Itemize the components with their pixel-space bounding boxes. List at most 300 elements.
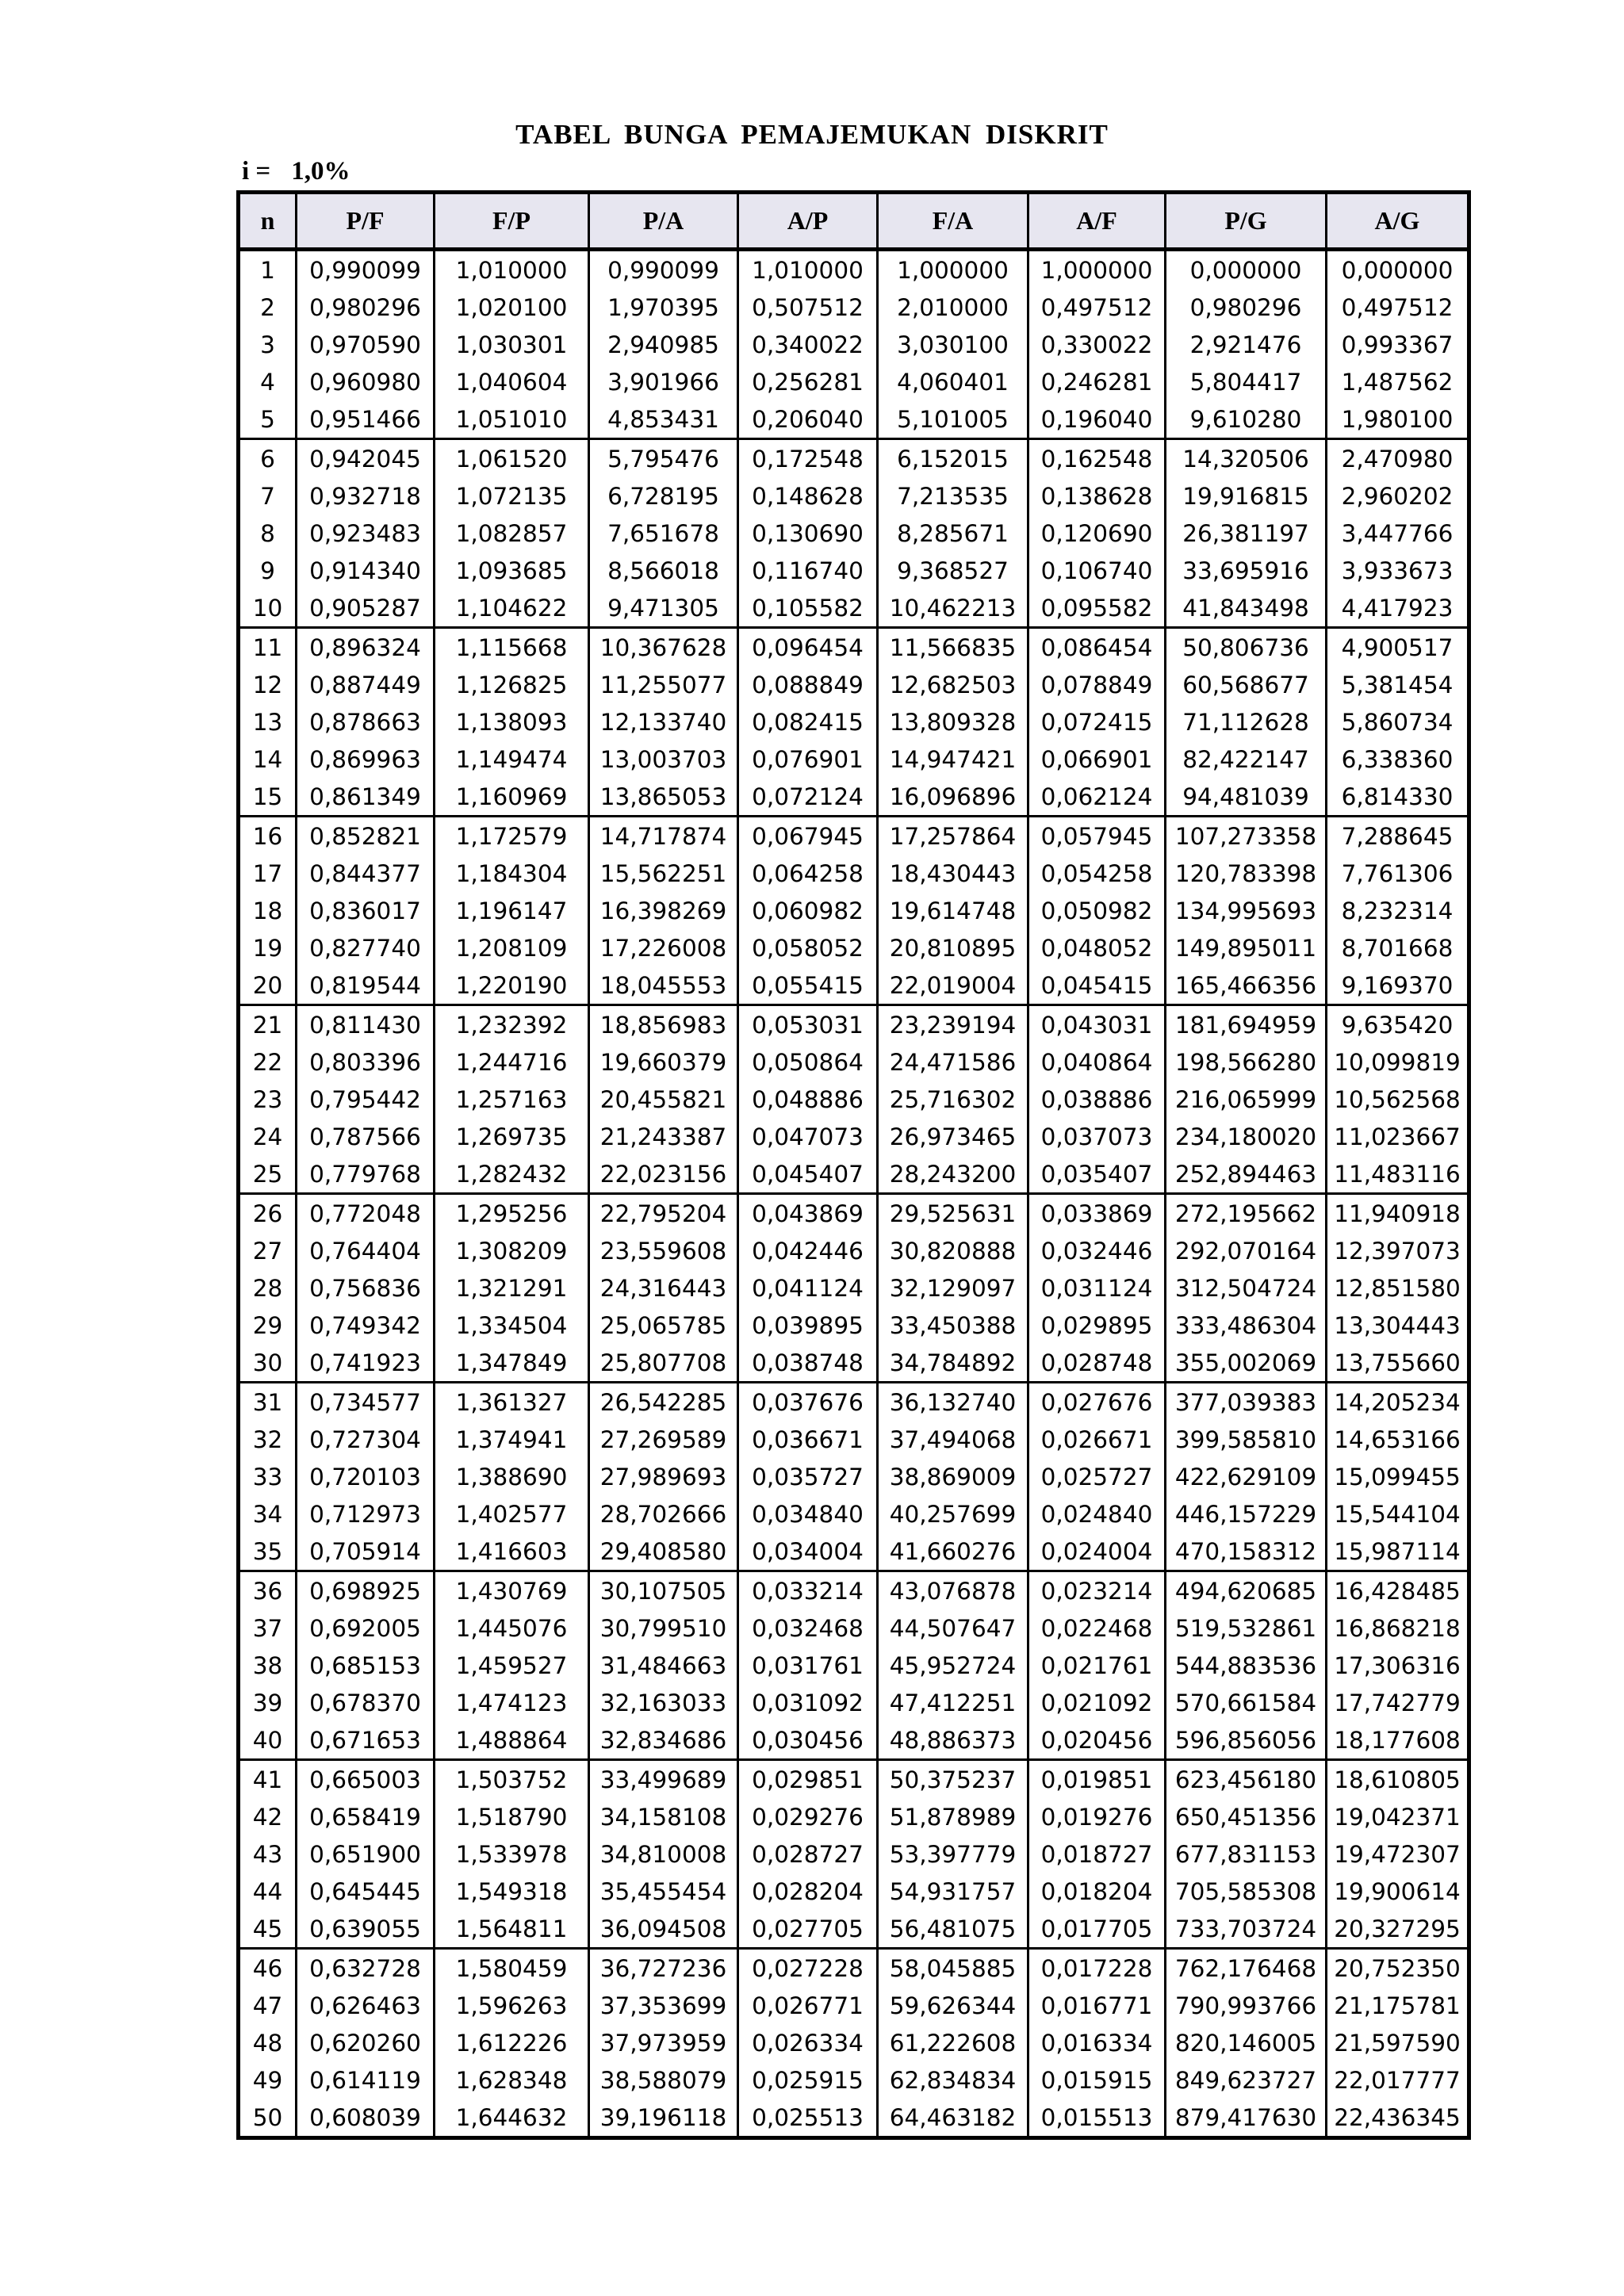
cell-a-p: 0,035727 bbox=[738, 1458, 878, 1495]
cell-a-p: 0,507512 bbox=[738, 289, 878, 326]
table-row bbox=[239, 1835, 1469, 1873]
cell-a-p: 0,029276 bbox=[738, 1798, 878, 1835]
cell-f-p: 1,115668 bbox=[435, 628, 589, 667]
cell-p-f: 0,614119 bbox=[297, 2061, 435, 2099]
cell-p-a: 36,727236 bbox=[589, 1949, 738, 1988]
cell-n: 47 bbox=[239, 1987, 297, 2024]
cell-a-p: 0,082415 bbox=[738, 703, 878, 740]
cell-a-p: 0,037676 bbox=[738, 1383, 878, 1422]
cell-p-f: 0,887449 bbox=[297, 666, 435, 703]
cell-a-f: 0,037073 bbox=[1028, 1118, 1166, 1155]
cell-n: 18 bbox=[239, 892, 297, 929]
cell-a-g: 11,483116 bbox=[1327, 1155, 1469, 1194]
cell-p-a: 24,316443 bbox=[589, 1269, 738, 1307]
cell-a-p: 0,072124 bbox=[738, 778, 878, 817]
cell-f-a: 8,285671 bbox=[878, 515, 1028, 552]
cell-f-p: 1,030301 bbox=[435, 326, 589, 363]
cell-p-f: 0,869963 bbox=[297, 740, 435, 778]
cell-p-a: 26,542285 bbox=[589, 1383, 738, 1422]
cell-f-a: 64,463182 bbox=[878, 2099, 1028, 2138]
cell-a-f: 0,017228 bbox=[1028, 1949, 1166, 1988]
cell-a-g: 6,338360 bbox=[1327, 740, 1469, 778]
cell-a-f: 0,086454 bbox=[1028, 628, 1166, 667]
table-row bbox=[239, 1533, 1469, 1571]
cell-p-a: 1,970395 bbox=[589, 289, 738, 326]
cell-f-a: 45,952724 bbox=[878, 1647, 1028, 1684]
cell-f-a: 4,060401 bbox=[878, 363, 1028, 400]
interest-rate-value: 1,0% bbox=[291, 157, 350, 186]
cell-p-a: 28,702666 bbox=[589, 1495, 738, 1533]
cell-a-g: 0,993367 bbox=[1327, 326, 1469, 363]
cell-a-p: 0,032468 bbox=[738, 1609, 878, 1647]
cell-f-a: 48,886373 bbox=[878, 1721, 1028, 1760]
cell-a-g: 22,436345 bbox=[1327, 2099, 1469, 2138]
cell-f-p: 1,445076 bbox=[435, 1609, 589, 1647]
cell-p-f: 0,658419 bbox=[297, 1798, 435, 1835]
cell-a-p: 0,206040 bbox=[738, 400, 878, 439]
cell-p-f: 0,942045 bbox=[297, 439, 435, 478]
cell-p-g: 292,070164 bbox=[1166, 1232, 1327, 1269]
cell-n: 44 bbox=[239, 1873, 297, 1910]
cell-n: 36 bbox=[239, 1571, 297, 1610]
cell-p-f: 0,990099 bbox=[297, 250, 435, 289]
cell-f-p: 1,244716 bbox=[435, 1043, 589, 1081]
cell-a-p: 0,060982 bbox=[738, 892, 878, 929]
cell-n: 39 bbox=[239, 1684, 297, 1721]
cell-f-a: 43,076878 bbox=[878, 1571, 1028, 1610]
cell-p-f: 0,932718 bbox=[297, 477, 435, 515]
cell-p-g: 705,585308 bbox=[1166, 1873, 1327, 1910]
cell-a-g: 19,042371 bbox=[1327, 1798, 1469, 1835]
table-row bbox=[239, 1798, 1469, 1835]
cell-p-f: 0,620260 bbox=[297, 2024, 435, 2061]
cell-a-g: 11,940918 bbox=[1327, 1194, 1469, 1233]
cell-p-f: 0,787566 bbox=[297, 1118, 435, 1155]
cell-a-p: 0,043869 bbox=[738, 1194, 878, 1233]
cell-p-a: 25,807708 bbox=[589, 1344, 738, 1383]
table-row bbox=[239, 1910, 1469, 1949]
table-row bbox=[239, 1269, 1469, 1307]
cell-p-g: 0,980296 bbox=[1166, 289, 1327, 326]
cell-a-g: 9,169370 bbox=[1327, 966, 1469, 1005]
cell-f-p: 1,644632 bbox=[435, 2099, 589, 2138]
cell-p-a: 39,196118 bbox=[589, 2099, 738, 2138]
cell-n: 14 bbox=[239, 740, 297, 778]
cell-f-a: 23,239194 bbox=[878, 1005, 1028, 1044]
cell-a-g: 17,306316 bbox=[1327, 1647, 1469, 1684]
cell-a-p: 0,058052 bbox=[738, 929, 878, 966]
cell-p-f: 0,861349 bbox=[297, 778, 435, 817]
cell-f-p: 1,061520 bbox=[435, 439, 589, 478]
cell-p-f: 0,756836 bbox=[297, 1269, 435, 1307]
cell-a-g: 13,755660 bbox=[1327, 1344, 1469, 1383]
cell-f-a: 34,784892 bbox=[878, 1344, 1028, 1383]
cell-p-g: 790,993766 bbox=[1166, 1987, 1327, 2024]
cell-a-p: 0,029851 bbox=[738, 1760, 878, 1799]
cell-p-a: 5,795476 bbox=[589, 439, 738, 478]
cell-a-g: 18,177608 bbox=[1327, 1721, 1469, 1760]
cell-f-a: 3,030100 bbox=[878, 326, 1028, 363]
cell-f-p: 1,347849 bbox=[435, 1344, 589, 1383]
cell-p-g: 165,466356 bbox=[1166, 966, 1327, 1005]
cell-f-p: 1,149474 bbox=[435, 740, 589, 778]
cell-f-p: 1,208109 bbox=[435, 929, 589, 966]
cell-a-f: 0,038886 bbox=[1028, 1081, 1166, 1118]
cell-p-f: 0,749342 bbox=[297, 1307, 435, 1344]
cell-p-g: 733,703724 bbox=[1166, 1910, 1327, 1949]
cell-a-f: 0,162548 bbox=[1028, 439, 1166, 478]
cell-p-g: 252,894463 bbox=[1166, 1155, 1327, 1194]
cell-a-f: 0,050982 bbox=[1028, 892, 1166, 929]
cell-p-a: 32,163033 bbox=[589, 1684, 738, 1721]
header-p-f: P/F bbox=[297, 193, 435, 250]
cell-a-g: 5,860734 bbox=[1327, 703, 1469, 740]
cell-p-f: 0,678370 bbox=[297, 1684, 435, 1721]
cell-f-a: 33,450388 bbox=[878, 1307, 1028, 1344]
cell-f-p: 1,269735 bbox=[435, 1118, 589, 1155]
table-row bbox=[239, 326, 1469, 363]
cell-a-g: 3,447766 bbox=[1327, 515, 1469, 552]
cell-f-a: 61,222608 bbox=[878, 2024, 1028, 2061]
cell-a-g: 2,470980 bbox=[1327, 439, 1469, 478]
cell-a-p: 0,036671 bbox=[738, 1421, 878, 1458]
cell-n: 37 bbox=[239, 1609, 297, 1647]
table-row bbox=[239, 778, 1469, 817]
cell-p-f: 0,651900 bbox=[297, 1835, 435, 1873]
cell-f-p: 1,361327 bbox=[435, 1383, 589, 1422]
cell-a-g: 20,752350 bbox=[1327, 1949, 1469, 1988]
cell-n: 43 bbox=[239, 1835, 297, 1873]
cell-n: 16 bbox=[239, 817, 297, 855]
cell-n: 35 bbox=[239, 1533, 297, 1571]
cell-f-a: 51,878989 bbox=[878, 1798, 1028, 1835]
cell-p-a: 18,856983 bbox=[589, 1005, 738, 1044]
cell-a-f: 0,028748 bbox=[1028, 1344, 1166, 1383]
cell-n: 17 bbox=[239, 855, 297, 892]
cell-p-a: 22,795204 bbox=[589, 1194, 738, 1233]
table-row bbox=[239, 2024, 1469, 2061]
cell-a-g: 17,742779 bbox=[1327, 1684, 1469, 1721]
cell-f-p: 1,126825 bbox=[435, 666, 589, 703]
table-row bbox=[239, 1043, 1469, 1081]
cell-n: 34 bbox=[239, 1495, 297, 1533]
cell-f-p: 1,334504 bbox=[435, 1307, 589, 1344]
cell-p-g: 596,856056 bbox=[1166, 1721, 1327, 1760]
cell-p-g: 0,000000 bbox=[1166, 250, 1327, 289]
cell-n: 50 bbox=[239, 2099, 297, 2138]
cell-f-p: 1,282432 bbox=[435, 1155, 589, 1194]
cell-f-a: 30,820888 bbox=[878, 1232, 1028, 1269]
cell-a-g: 8,232314 bbox=[1327, 892, 1469, 929]
cell-f-p: 1,220190 bbox=[435, 966, 589, 1005]
cell-p-g: 60,568677 bbox=[1166, 666, 1327, 703]
cell-p-a: 11,255077 bbox=[589, 666, 738, 703]
cell-f-a: 14,947421 bbox=[878, 740, 1028, 778]
cell-p-g: 494,620685 bbox=[1166, 1571, 1327, 1610]
table-row bbox=[239, 1307, 1469, 1344]
cell-n: 23 bbox=[239, 1081, 297, 1118]
cell-p-g: 377,039383 bbox=[1166, 1383, 1327, 1422]
cell-p-a: 22,023156 bbox=[589, 1155, 738, 1194]
cell-p-a: 10,367628 bbox=[589, 628, 738, 667]
cell-p-f: 0,819544 bbox=[297, 966, 435, 1005]
cell-p-f: 0,705914 bbox=[297, 1533, 435, 1571]
cell-a-f: 0,066901 bbox=[1028, 740, 1166, 778]
cell-a-p: 0,088849 bbox=[738, 666, 878, 703]
cell-a-p: 0,096454 bbox=[738, 628, 878, 667]
cell-f-a: 24,471586 bbox=[878, 1043, 1028, 1081]
cell-p-f: 0,951466 bbox=[297, 400, 435, 439]
cell-a-f: 0,040864 bbox=[1028, 1043, 1166, 1081]
cell-p-g: 198,566280 bbox=[1166, 1043, 1327, 1081]
header-f-a: F/A bbox=[878, 193, 1028, 250]
cell-n: 28 bbox=[239, 1269, 297, 1307]
cell-p-f: 0,645445 bbox=[297, 1873, 435, 1910]
table-row bbox=[239, 400, 1469, 439]
cell-a-p: 0,025513 bbox=[738, 2099, 878, 2138]
cell-a-f: 0,031124 bbox=[1028, 1269, 1166, 1307]
cell-p-f: 0,960980 bbox=[297, 363, 435, 400]
cell-a-p: 1,010000 bbox=[738, 250, 878, 289]
cell-p-a: 34,810008 bbox=[589, 1835, 738, 1873]
table-row bbox=[239, 1760, 1469, 1799]
cell-a-g: 9,635420 bbox=[1327, 1005, 1469, 1044]
cell-p-f: 0,779768 bbox=[297, 1155, 435, 1194]
cell-p-g: 134,995693 bbox=[1166, 892, 1327, 929]
cell-a-p: 0,025915 bbox=[738, 2061, 878, 2099]
table-row bbox=[239, 1684, 1469, 1721]
cell-f-a: 10,462213 bbox=[878, 589, 1028, 628]
cell-p-a: 6,728195 bbox=[589, 477, 738, 515]
cell-a-p: 0,042446 bbox=[738, 1232, 878, 1269]
cell-p-f: 0,970590 bbox=[297, 326, 435, 363]
cell-p-f: 0,639055 bbox=[297, 1910, 435, 1949]
cell-n: 21 bbox=[239, 1005, 297, 1044]
cell-a-p: 0,076901 bbox=[738, 740, 878, 778]
cell-f-a: 5,101005 bbox=[878, 400, 1028, 439]
cell-f-p: 1,374941 bbox=[435, 1421, 589, 1458]
cell-f-a: 1,000000 bbox=[878, 250, 1028, 289]
cell-f-p: 1,172579 bbox=[435, 817, 589, 855]
table-row bbox=[239, 1155, 1469, 1194]
cell-a-g: 1,487562 bbox=[1327, 363, 1469, 400]
cell-a-f: 0,023214 bbox=[1028, 1571, 1166, 1610]
cell-p-f: 0,698925 bbox=[297, 1571, 435, 1610]
cell-p-f: 0,905287 bbox=[297, 589, 435, 628]
cell-f-p: 1,580459 bbox=[435, 1949, 589, 1988]
cell-p-a: 12,133740 bbox=[589, 703, 738, 740]
cell-p-g: 19,916815 bbox=[1166, 477, 1327, 515]
cell-a-g: 18,610805 bbox=[1327, 1760, 1469, 1799]
cell-p-g: 422,629109 bbox=[1166, 1458, 1327, 1495]
cell-f-p: 1,321291 bbox=[435, 1269, 589, 1307]
cell-p-g: 71,112628 bbox=[1166, 703, 1327, 740]
cell-a-f: 0,025727 bbox=[1028, 1458, 1166, 1495]
cell-n: 42 bbox=[239, 1798, 297, 1835]
cell-p-a: 17,226008 bbox=[589, 929, 738, 966]
cell-a-g: 15,099455 bbox=[1327, 1458, 1469, 1495]
cell-n: 41 bbox=[239, 1760, 297, 1799]
cell-a-p: 0,048886 bbox=[738, 1081, 878, 1118]
cell-f-p: 1,010000 bbox=[435, 250, 589, 289]
cell-p-f: 0,803396 bbox=[297, 1043, 435, 1081]
table-row bbox=[239, 1571, 1469, 1610]
table-row bbox=[239, 1421, 1469, 1458]
cell-a-p: 0,050864 bbox=[738, 1043, 878, 1081]
table-row bbox=[239, 855, 1469, 892]
cell-p-g: 312,504724 bbox=[1166, 1269, 1327, 1307]
cell-f-p: 1,612226 bbox=[435, 2024, 589, 2061]
cell-n: 30 bbox=[239, 1344, 297, 1383]
table-row bbox=[239, 1873, 1469, 1910]
cell-p-g: 41,843498 bbox=[1166, 589, 1327, 628]
cell-a-f: 0,138628 bbox=[1028, 477, 1166, 515]
cell-n: 11 bbox=[239, 628, 297, 667]
cell-p-g: 216,065999 bbox=[1166, 1081, 1327, 1118]
cell-f-a: 19,614748 bbox=[878, 892, 1028, 929]
cell-p-a: 33,499689 bbox=[589, 1760, 738, 1799]
cell-p-a: 30,799510 bbox=[589, 1609, 738, 1647]
table-row bbox=[239, 477, 1469, 515]
cell-p-g: 762,176468 bbox=[1166, 1949, 1327, 1988]
interest-factor-table bbox=[236, 190, 1471, 2140]
table-row bbox=[239, 363, 1469, 400]
cell-a-p: 0,030456 bbox=[738, 1721, 878, 1760]
cell-p-g: 149,895011 bbox=[1166, 929, 1327, 966]
cell-a-f: 0,072415 bbox=[1028, 703, 1166, 740]
cell-f-a: 26,973465 bbox=[878, 1118, 1028, 1155]
table-row bbox=[239, 1118, 1469, 1155]
cell-f-p: 1,533978 bbox=[435, 1835, 589, 1873]
cell-p-g: 272,195662 bbox=[1166, 1194, 1327, 1233]
cell-a-f: 0,016334 bbox=[1028, 2024, 1166, 2061]
cell-a-f: 0,054258 bbox=[1028, 855, 1166, 892]
header-p-g: P/G bbox=[1166, 193, 1327, 250]
cell-a-g: 2,960202 bbox=[1327, 477, 1469, 515]
cell-a-p: 0,172548 bbox=[738, 439, 878, 478]
cell-p-f: 0,827740 bbox=[297, 929, 435, 966]
cell-p-f: 0,923483 bbox=[297, 515, 435, 552]
cell-p-a: 8,566018 bbox=[589, 552, 738, 589]
cell-a-g: 13,304443 bbox=[1327, 1307, 1469, 1344]
cell-a-g: 5,381454 bbox=[1327, 666, 1469, 703]
table-row bbox=[239, 552, 1469, 589]
cell-p-g: 14,320506 bbox=[1166, 439, 1327, 478]
cell-p-a: 25,065785 bbox=[589, 1307, 738, 1344]
table-row bbox=[239, 666, 1469, 703]
cell-p-g: 26,381197 bbox=[1166, 515, 1327, 552]
cell-f-a: 54,931757 bbox=[878, 1873, 1028, 1910]
cell-f-a: 58,045885 bbox=[878, 1949, 1028, 1988]
cell-p-a: 16,398269 bbox=[589, 892, 738, 929]
cell-f-p: 1,308209 bbox=[435, 1232, 589, 1269]
table-row bbox=[239, 1344, 1469, 1383]
cell-n: 19 bbox=[239, 929, 297, 966]
cell-n: 15 bbox=[239, 778, 297, 817]
cell-p-g: 107,273358 bbox=[1166, 817, 1327, 855]
cell-p-g: 9,610280 bbox=[1166, 400, 1327, 439]
cell-n: 29 bbox=[239, 1307, 297, 1344]
cell-f-a: 59,626344 bbox=[878, 1987, 1028, 2024]
cell-p-g: 849,623727 bbox=[1166, 2061, 1327, 2099]
cell-f-p: 1,093685 bbox=[435, 552, 589, 589]
cell-a-p: 0,026334 bbox=[738, 2024, 878, 2061]
table-row bbox=[239, 1721, 1469, 1760]
cell-f-a: 53,397779 bbox=[878, 1835, 1028, 1873]
cell-a-f: 0,120690 bbox=[1028, 515, 1166, 552]
cell-a-p: 0,047073 bbox=[738, 1118, 878, 1155]
cell-n: 24 bbox=[239, 1118, 297, 1155]
cell-n: 13 bbox=[239, 703, 297, 740]
interest-rate bbox=[242, 157, 350, 186]
cell-p-g: 623,456180 bbox=[1166, 1760, 1327, 1799]
cell-a-f: 0,078849 bbox=[1028, 666, 1166, 703]
cell-p-a: 38,588079 bbox=[589, 2061, 738, 2099]
cell-p-f: 0,685153 bbox=[297, 1647, 435, 1684]
cell-f-p: 1,040604 bbox=[435, 363, 589, 400]
cell-f-p: 1,138093 bbox=[435, 703, 589, 740]
table-row bbox=[239, 2099, 1469, 2138]
cell-f-a: 2,010000 bbox=[878, 289, 1028, 326]
cell-n: 7 bbox=[239, 477, 297, 515]
cell-p-f: 0,772048 bbox=[297, 1194, 435, 1233]
cell-p-f: 0,764404 bbox=[297, 1232, 435, 1269]
cell-p-f: 0,608039 bbox=[297, 2099, 435, 2138]
cell-a-g: 14,653166 bbox=[1327, 1421, 1469, 1458]
cell-p-f: 0,896324 bbox=[297, 628, 435, 667]
cell-p-f: 0,980296 bbox=[297, 289, 435, 326]
cell-a-p: 0,028727 bbox=[738, 1835, 878, 1873]
cell-f-a: 20,810895 bbox=[878, 929, 1028, 966]
cell-p-f: 0,878663 bbox=[297, 703, 435, 740]
cell-a-f: 0,019276 bbox=[1028, 1798, 1166, 1835]
cell-f-a: 56,481075 bbox=[878, 1910, 1028, 1949]
cell-n: 4 bbox=[239, 363, 297, 400]
cell-a-p: 0,256281 bbox=[738, 363, 878, 400]
cell-p-a: 32,834686 bbox=[589, 1721, 738, 1760]
cell-f-a: 16,096896 bbox=[878, 778, 1028, 817]
cell-p-a: 29,408580 bbox=[589, 1533, 738, 1571]
cell-a-p: 0,055415 bbox=[738, 966, 878, 1005]
cell-p-a: 23,559608 bbox=[589, 1232, 738, 1269]
cell-p-a: 13,003703 bbox=[589, 740, 738, 778]
cell-f-a: 11,566835 bbox=[878, 628, 1028, 667]
cell-f-a: 28,243200 bbox=[878, 1155, 1028, 1194]
cell-f-a: 41,660276 bbox=[878, 1533, 1028, 1571]
cell-p-g: 181,694959 bbox=[1166, 1005, 1327, 1044]
cell-p-a: 31,484663 bbox=[589, 1647, 738, 1684]
cell-p-a: 21,243387 bbox=[589, 1118, 738, 1155]
cell-a-g: 12,851580 bbox=[1327, 1269, 1469, 1307]
table-row bbox=[239, 1081, 1469, 1118]
cell-p-a: 14,717874 bbox=[589, 817, 738, 855]
cell-n: 8 bbox=[239, 515, 297, 552]
header-p-a: P/A bbox=[589, 193, 738, 250]
table-row bbox=[239, 289, 1469, 326]
cell-a-g: 3,933673 bbox=[1327, 552, 1469, 589]
cell-a-f: 0,019851 bbox=[1028, 1760, 1166, 1799]
cell-f-a: 62,834834 bbox=[878, 2061, 1028, 2099]
cell-p-g: 399,585810 bbox=[1166, 1421, 1327, 1458]
table-row bbox=[239, 1647, 1469, 1684]
cell-a-g: 20,327295 bbox=[1327, 1910, 1469, 1949]
cell-p-a: 37,973959 bbox=[589, 2024, 738, 2061]
cell-a-f: 0,026671 bbox=[1028, 1421, 1166, 1458]
cell-f-a: 22,019004 bbox=[878, 966, 1028, 1005]
cell-a-f: 0,196040 bbox=[1028, 400, 1166, 439]
table-row bbox=[239, 1609, 1469, 1647]
cell-p-f: 0,844377 bbox=[297, 855, 435, 892]
